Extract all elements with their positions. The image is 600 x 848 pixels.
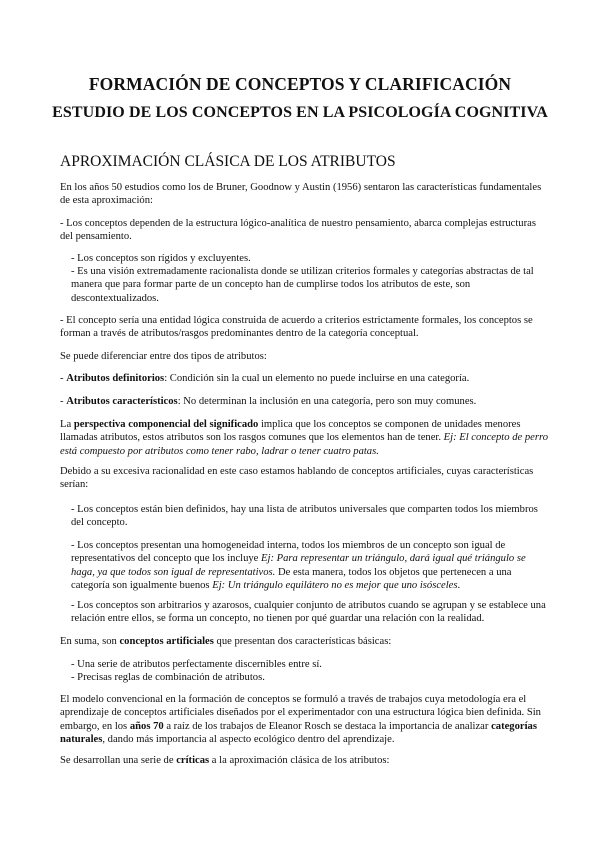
text-run: , dando más importancia al aspecto ecológico dentro del aprendizaje. bbox=[102, 733, 395, 745]
section-heading: APROXIMACIÓN CLÁSICA DE LOS ATRIBUTOS bbox=[60, 153, 396, 170]
paragraph-attribute-types: Se puede diferenciar entre dos tipos de atributos: bbox=[60, 351, 267, 362]
bold-term: años 70 bbox=[129, 720, 164, 732]
definition-text: : Condición sin la cual un elemento no puede incluirse en una categoría. bbox=[164, 373, 470, 384]
paragraph-artificial-concepts: Debido a su excesiva racionalidad en este caso estamos hablando de conceptos artificiales, cuyas características serían: bbox=[60, 466, 534, 491]
italic-example: Ej: Un triángulo equilátero no es mejor que uno isósceles bbox=[212, 579, 458, 591]
text-run: La bbox=[60, 419, 74, 430]
definition-text: : No determinan la inclusión en una categoría, pero son muy comunes. bbox=[177, 396, 477, 407]
document-title: FORMACIÓN DE CONCEPTOS Y CLARIFICACIÓN bbox=[88, 74, 512, 94]
dash: - bbox=[60, 396, 67, 407]
text-run: implica que los conceptos se componen de unidades menores llamadas atributos, estos atributos son los rasgos comunes que los elementos han de tener. bbox=[60, 419, 521, 444]
paragraph-rigid: - Los conceptos son rígidos y excluyentes. bbox=[71, 253, 251, 264]
paragraph-discernible: - Una serie de atributos perfectamente discernibles entre sí. bbox=[71, 659, 322, 670]
text-run: El modelo convencional en la formación de conceptos se formuló a través de trabajos cuya metodología era el aprendizaje de conceptos artificiales diseñados por el experimentador con una estructura lógica bien definida. Sin embargo, en los bbox=[60, 694, 541, 732]
bold-term: Atributos característicos bbox=[66, 396, 178, 407]
paragraph-summary bbox=[60, 635, 548, 648]
paragraph-defining-attributes bbox=[60, 372, 548, 385]
paragraph-characteristic-attributes bbox=[60, 395, 548, 408]
italic-example: Ej: El concepto de perro está compuesto por atributos como tener rabo, ladrar o tener cuatro patas. bbox=[60, 432, 548, 457]
dash: - bbox=[60, 373, 67, 384]
paragraph-logical-entity: - El concepto sería una entidad lógica construida de acuerdo a criterios estrictamente formales, los conceptos se forman a través de atributos/rasgos predominantes dentro de la categoría conceptual. bbox=[60, 315, 533, 340]
document-subtitle: ESTUDIO DE LOS CONCEPTOS EN LA PSICOLOGÍA COGNITIVA bbox=[52, 104, 548, 121]
paragraph-conventional-model bbox=[60, 693, 548, 746]
bold-term: perspectiva componencial del significado bbox=[73, 419, 259, 430]
text-run: De esta manera, todos los objetos que pertenecen a una categoría son igualmente buenos bbox=[71, 566, 512, 591]
paragraph-structure: - Los conceptos dependen de la estructura lógico-analítica de nuestro pensamiento, abarca complejas estructuras del pensamiento. bbox=[60, 218, 536, 243]
bold-term: conceptos artificiales bbox=[119, 636, 214, 647]
text-run: a la aproximación clásica de los atributos: bbox=[209, 755, 390, 766]
paragraph-rationalist: - Es una visión extremadamente racionalista donde se utilizan criterios formales y categorías abstractas de tal manera que para formar parte de un concepto han de cumplirse todos los atributos de este, son descontextualizados. bbox=[71, 266, 534, 304]
text-run: Se desarrollan una serie de bbox=[60, 755, 177, 766]
text-run: que presentan dos características básicas: bbox=[213, 636, 392, 647]
bold-term: críticas bbox=[176, 755, 210, 766]
paragraph-criticism bbox=[60, 754, 548, 767]
paragraph-combination-rules: - Precisas reglas de combinación de atributos. bbox=[71, 672, 265, 683]
paragraph-arbitrary: - Los conceptos son arbitrarios y azarosos, cualquier conjunto de atributos cuando se agrupan y se establece una relación entre ellos, se forma un concepto, no tienen por qué guardar una relación con la realidad. bbox=[71, 600, 546, 625]
text-run: En suma, son bbox=[60, 636, 120, 647]
bold-term: categorías naturales bbox=[60, 720, 537, 745]
text-run: . bbox=[457, 579, 461, 591]
paragraph-well-defined: - Los conceptos están bien definidos, hay una lista de atributos universales que comparten todos los miembros del concepto. bbox=[71, 504, 538, 529]
paragraph-componential bbox=[60, 418, 548, 458]
paragraph-homogeneity bbox=[71, 539, 548, 592]
text-run: a raíz de los trabajos de Eleanor Rosch se destaca la importancia de analizar bbox=[163, 720, 492, 732]
text-run: - Los conceptos presentan una homogeneidad interna, todos los miembros de un concepto son igual de representativos del concepto que los incluye bbox=[71, 540, 506, 565]
bold-term: Atributos definitorios bbox=[66, 373, 165, 384]
italic-example: Ej: Para representar un triángulo, dará igual qué triángulo se haga, ya que todos son igual de representativos. bbox=[71, 553, 526, 578]
intro-paragraph: En los años 50 estudios como los de Bruner, Goodnow y Austin (1956) sentaron las características fundamentales de esta aproximación: bbox=[60, 182, 542, 207]
